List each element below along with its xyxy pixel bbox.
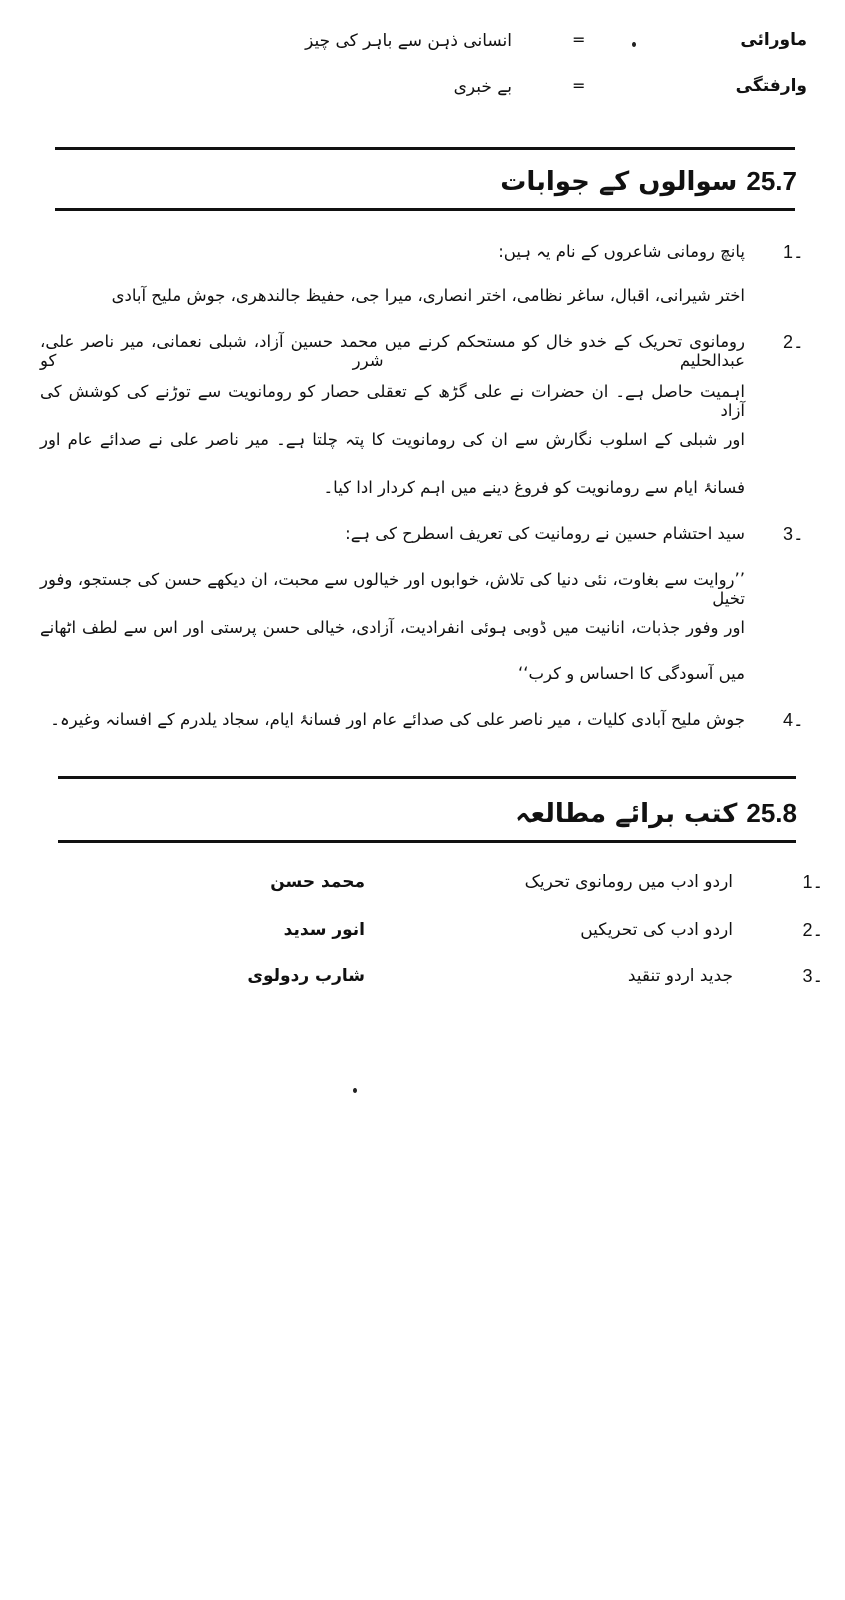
section-top-rule [55, 147, 795, 150]
book-title: اردو ادب میں رومانوی تحریک [524, 872, 733, 892]
glossary-row [0, 30, 845, 64]
scan-speck [632, 42, 636, 47]
section-heading-answers [500, 166, 797, 197]
glossary-term: وارفتگی [735, 76, 807, 96]
answer-number: 4۔ [783, 710, 804, 730]
answer-number: 1۔ [783, 242, 804, 262]
scan-speck [353, 1088, 357, 1093]
answer-number: 2۔ [783, 332, 804, 352]
book-author: انور سدید [283, 920, 365, 940]
glossary-definition: انسانی ذہن سے باہر کی چیز [305, 31, 512, 51]
section-number: 25.7 [746, 166, 797, 196]
book-author: محمد حسن [270, 872, 365, 892]
answer-line: اختر شیرانی، اقبال، ساغر نظامی، اختر انصاری، میرا جی، حفیظ جالندھری، جوش ملیح آبادی [111, 286, 745, 305]
answer-line: اور شبلی کے اسلوب نگارش سے ان کی رومانویت کا پتہ چلتا ہے۔ میر ناصر علی نے صدائے عام اور [40, 430, 745, 449]
quote-line: میں آسودگی کا احساس و کرب‘‘ [518, 664, 745, 683]
quote-line: ’’روایت سے بغاوت، نئی دنیا کی تلاش، خوابوں اور خیالوں سے محبت، ان دیکھے حسن کی جستجو، وفور تخیل [40, 570, 745, 608]
glossary-definition: بے خبری [453, 77, 512, 97]
section-bottom-rule [55, 208, 795, 211]
book-author: شارب ردولوی [247, 966, 365, 986]
section-top-rule [58, 776, 796, 779]
book-number: 2۔ [802, 920, 823, 940]
book-number: 1۔ [802, 872, 823, 892]
answer-number: 3۔ [783, 524, 804, 544]
glossary-equals: = [572, 76, 586, 95]
answer-line: فسانۂ ایام سے رومانویت کو فروغ دینے میں اہم کردار ادا کیا۔ [323, 478, 745, 497]
answer-line: رومانوی تحریک کے خدو خال کو مستحکم کرنے میں محمد حسین آزاد، شبلی نعمانی، میر ناصر علی، عبدالحلیم شرر کو [40, 332, 745, 370]
answer-line: سید احتشام حسین نے رومانیت کی تعریف اسطرح کی ہے: [345, 524, 745, 543]
glossary-row [0, 76, 845, 110]
book-number: 3۔ [802, 966, 823, 986]
glossary-equals: = [572, 30, 586, 49]
answer-line: پانچ رومانی شاعروں کے نام یہ ہیں: [498, 242, 745, 261]
book-title: جدید اردو تنقید [627, 966, 733, 986]
quote-line: اور وفور جذبات، انانیت میں ڈوبی ہوئی انفرادیت، آزادی، خیالی حسن پرستی اور اس سے لطف اٹھانے [40, 618, 745, 637]
section-number: 25.8 [746, 798, 797, 828]
section-title: سوالوں کے جوابات [500, 167, 738, 197]
glossary-term: ماورائی [740, 30, 807, 50]
section-title: کتب برائے مطالعہ [515, 799, 738, 829]
section-heading-books [515, 798, 797, 829]
book-title: اردو ادب کی تحریکیں [580, 920, 733, 940]
answer-line: جوش ملیح آبادی کلیات ، میر ناصر علی کی صدائے عام اور فسانۂ ایام، سجاد یلدرم کے افسانہ وغیرہ۔ [50, 710, 745, 729]
answer-line: اہمیت حاصل ہے۔ ان حضرات نے علی گڑھ کے تعقلی حصار کو رومانویت سے توڑنے کی کوشش کی آزاد [40, 382, 745, 420]
section-bottom-rule [58, 840, 796, 843]
